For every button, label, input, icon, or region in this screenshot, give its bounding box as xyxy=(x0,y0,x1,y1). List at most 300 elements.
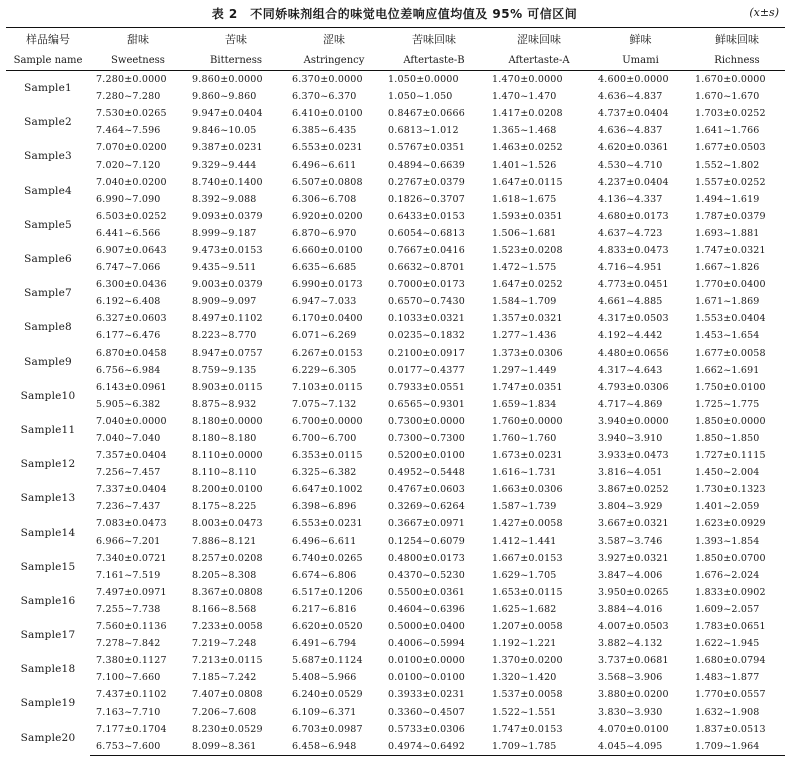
ci-value-cell: 8.759~9.135 xyxy=(192,364,257,376)
mean-value-cell: 6.327±0.0603 xyxy=(96,313,167,325)
ci-value-cell: 6.756~6.984 xyxy=(96,364,161,376)
mean-value-cell: 0.5500±0.0361 xyxy=(388,586,466,598)
mean-value-cell: 4.620±0.0361 xyxy=(598,142,669,154)
header-en-umami: Umami xyxy=(592,50,689,71)
mean-value-cell: 6.170±0.0400 xyxy=(292,313,363,325)
ci-value-cell: 8.180~8.180 xyxy=(192,433,257,445)
mean-value-cell: 1.557±0.0252 xyxy=(695,176,766,188)
ci-value-cell: 8.166~8.568 xyxy=(192,603,257,615)
mean-value-cell: 1.750±0.0100 xyxy=(695,381,766,393)
mean-value-cell: 7.040±0.0200 xyxy=(96,176,167,188)
mean-value-cell: 6.507±0.0808 xyxy=(292,176,363,188)
sample-name-cell: Sample4 xyxy=(24,184,72,197)
ci-value-cell: 1.412~1.441 xyxy=(492,535,557,547)
mean-value-cell: 6.503±0.0252 xyxy=(96,210,167,222)
mean-value-cell: 1.783±0.0651 xyxy=(695,621,766,633)
ci-value-cell: 1.632~1.908 xyxy=(695,706,760,718)
mean-value-cell: 1.667±0.0153 xyxy=(492,552,563,564)
ci-value-cell: 6.441~6.566 xyxy=(96,227,161,239)
ci-value-cell: 1.297~1.449 xyxy=(492,364,557,376)
mean-value-cell: 3.880±0.0200 xyxy=(598,689,669,701)
ci-value-cell: 4.716~4.951 xyxy=(598,262,663,274)
table-row-mean xyxy=(6,618,785,635)
ci-value-cell: 4.136~4.337 xyxy=(598,193,663,205)
ci-value-cell: 6.753~7.600 xyxy=(90,738,186,756)
mean-value-cell: 7.177±0.1704 xyxy=(96,723,167,735)
ci-value-cell: 1.760~1.760 xyxy=(492,433,557,445)
ci-value-cell: 6.229~6.305 xyxy=(292,364,357,376)
mean-value-cell: 1.427±0.0058 xyxy=(492,518,563,530)
ci-value-cell: 6.071~6.269 xyxy=(292,330,357,342)
mean-value-cell: 1.670±0.0000 xyxy=(695,74,766,86)
ci-value-cell: 0.7300~0.7300 xyxy=(388,433,466,445)
mean-value-cell: 0.7667±0.0416 xyxy=(388,244,466,256)
mean-value-cell: 9.003±0.0379 xyxy=(192,279,263,291)
mean-value-cell: 1.730±0.1323 xyxy=(695,484,766,496)
ci-value-cell: 1.671~1.869 xyxy=(695,296,760,308)
mean-value-cell: 8.003±0.0473 xyxy=(192,518,263,530)
ci-value-cell: 0.1826~0.3707 xyxy=(388,193,466,205)
mean-value-cell: 6.410±0.0100 xyxy=(292,108,363,120)
ci-value-cell: 1.401~2.059 xyxy=(695,501,760,513)
ci-value-cell: 0.6632~0.8701 xyxy=(388,262,466,274)
mean-value-cell: 0.3667±0.0971 xyxy=(388,518,466,530)
mean-value-cell: 6.703±0.0987 xyxy=(292,723,363,735)
mean-value-cell: 3.950±0.0265 xyxy=(598,586,669,598)
mean-value-cell: 8.200±0.0100 xyxy=(192,484,263,496)
ci-value-cell: 1.584~1.709 xyxy=(492,296,557,308)
ci-value-cell: 9.435~9.511 xyxy=(192,262,257,274)
mean-value-cell: 6.990±0.0173 xyxy=(292,279,363,291)
ci-value-cell: 0.0177~0.4377 xyxy=(388,364,466,376)
ci-value-cell: 9.846~10.05 xyxy=(192,125,257,137)
mean-value-cell: 6.300±0.0436 xyxy=(96,279,167,291)
mean-value-cell: 7.280±0.0000 xyxy=(96,74,167,86)
mean-value-cell: 1.357±0.0321 xyxy=(492,313,563,325)
mean-value-cell: 0.2767±0.0379 xyxy=(388,176,466,188)
sample-name-cell: Sample9 xyxy=(24,355,72,368)
table-row-mean xyxy=(6,652,785,669)
mean-value-cell: 7.070±0.0200 xyxy=(96,142,167,154)
ci-value-cell: 7.219~7.248 xyxy=(192,638,257,650)
ci-value-cell: 1.320~1.420 xyxy=(492,672,557,684)
mean-value-cell: 8.367±0.0808 xyxy=(192,586,263,598)
mean-value-cell: 7.560±0.1136 xyxy=(96,621,167,633)
table-row-ci xyxy=(6,156,785,173)
sample-name-cell: Sample20 xyxy=(20,731,76,744)
ci-value-cell: 1.552~1.802 xyxy=(695,159,760,171)
ci-value-cell: 1.693~1.881 xyxy=(695,227,760,239)
ci-value-cell: 0.4370~0.5230 xyxy=(388,569,466,581)
mean-value-cell: 6.267±0.0153 xyxy=(292,347,363,359)
data-table xyxy=(6,27,785,756)
table-row-mean xyxy=(6,550,785,567)
ci-value-cell: 7.161~7.519 xyxy=(96,569,161,581)
ci-value-cell: 8.392~9.088 xyxy=(192,193,257,205)
table-row-ci xyxy=(6,669,785,686)
ci-value-cell: 3.568~3.906 xyxy=(598,672,663,684)
mean-value-cell: 1.647±0.0115 xyxy=(492,176,563,188)
ci-value-cell: 1.709~1.964 xyxy=(689,738,785,756)
mean-value-cell: 7.103±0.0115 xyxy=(292,381,363,393)
ci-value-cell: 7.464~7.596 xyxy=(96,125,161,137)
sample-name-cell: Sample14 xyxy=(20,526,76,539)
table-row-ci xyxy=(6,601,785,618)
ci-value-cell: 8.110~8.110 xyxy=(192,467,257,479)
mean-value-cell: 4.007±0.0503 xyxy=(598,621,669,633)
mean-value-cell: 3.737±0.0681 xyxy=(598,655,669,667)
mean-value-cell: 8.230±0.0529 xyxy=(192,723,263,735)
mean-value-cell: 4.317±0.0503 xyxy=(598,313,669,325)
mean-value-cell: 1.623±0.0929 xyxy=(695,518,766,530)
header-en-astringency: Astringency xyxy=(286,50,382,71)
header-cn-richness: 鲜味回味 xyxy=(689,28,785,51)
ci-value-cell: 0.0100~0.0100 xyxy=(388,672,466,684)
ci-value-cell: 1.453~1.654 xyxy=(695,330,760,342)
header-cn-aftertaste-b: 苦味回味 xyxy=(382,28,486,51)
ci-value-cell: 3.816~4.051 xyxy=(598,467,663,479)
mean-value-cell: 0.3933±0.0231 xyxy=(388,689,466,701)
ci-value-cell: 3.587~3.746 xyxy=(598,535,663,547)
mean-value-cell: 1.747±0.0153 xyxy=(492,723,563,735)
mean-value-cell: 3.933±0.0473 xyxy=(598,450,669,462)
ci-value-cell: 6.496~6.611 xyxy=(292,535,357,547)
ci-value-cell: 7.278~7.842 xyxy=(96,638,161,650)
mean-value-cell: 6.907±0.0643 xyxy=(96,244,167,256)
mean-value-cell: 1.647±0.0252 xyxy=(492,279,563,291)
table-row-ci xyxy=(6,88,785,105)
ci-value-cell: 1.662~1.691 xyxy=(695,364,760,376)
ci-value-cell: 7.206~7.608 xyxy=(192,706,257,718)
sample-name-cell: Sample1 xyxy=(24,82,72,95)
mean-value-cell: 1.680±0.0794 xyxy=(695,655,766,667)
mean-value-cell: 0.2100±0.0917 xyxy=(388,347,466,359)
header-en-bitterness: Bitterness xyxy=(186,50,286,71)
ci-value-cell: 4.192~4.442 xyxy=(598,330,663,342)
mean-value-cell: 1.553±0.0404 xyxy=(695,313,766,325)
table-row-ci xyxy=(6,533,785,550)
header-en-richness: Richness xyxy=(689,50,785,71)
table-row-mean xyxy=(6,515,785,532)
mean-value-cell: 6.660±0.0100 xyxy=(292,244,363,256)
table-row-ci xyxy=(6,738,785,756)
table-row-mean xyxy=(6,71,785,89)
mean-value-cell: 0.5767±0.0351 xyxy=(388,142,466,154)
table-row-ci xyxy=(6,430,785,447)
sample-name-cell: Sample7 xyxy=(24,287,72,300)
ci-value-cell: 4.637~4.723 xyxy=(598,227,663,239)
ci-value-cell: 6.177~6.476 xyxy=(96,330,161,342)
ci-value-cell: 1.616~1.731 xyxy=(492,467,557,479)
mean-value-cell: 8.257±0.0208 xyxy=(192,552,263,564)
mean-value-cell: 6.553±0.0231 xyxy=(292,142,363,154)
ci-value-cell: 1.470~1.470 xyxy=(492,91,557,103)
mean-value-cell: 0.4800±0.0173 xyxy=(388,552,466,564)
ci-value-cell: 6.458~6.948 xyxy=(286,738,382,756)
ci-value-cell: 0.0235~0.1832 xyxy=(388,330,466,342)
table-row-ci xyxy=(6,122,785,139)
mean-value-cell: 0.0100±0.0000 xyxy=(388,655,466,667)
ci-value-cell: 1.625~1.682 xyxy=(492,603,557,615)
mean-value-cell: 4.833±0.0473 xyxy=(598,244,669,256)
mean-value-cell: 1.727±0.1115 xyxy=(695,450,766,462)
mean-value-cell: 6.620±0.0520 xyxy=(292,621,363,633)
mean-value-cell: 6.143±0.0961 xyxy=(96,381,167,393)
mean-value-cell: 1.470±0.0000 xyxy=(492,74,563,86)
ci-value-cell: 6.870~6.970 xyxy=(292,227,357,239)
ci-value-cell: 0.4974~0.6492 xyxy=(382,738,486,756)
ci-value-cell: 0.4006~0.5994 xyxy=(388,638,466,650)
ci-value-cell: 7.280~7.280 xyxy=(96,91,161,103)
table-unit: (x±s) xyxy=(749,6,779,19)
mean-value-cell: 9.860±0.0000 xyxy=(192,74,263,86)
table-row-ci xyxy=(6,396,785,413)
mean-value-cell: 1.677±0.0503 xyxy=(695,142,766,154)
table-row-ci xyxy=(6,362,785,379)
table-caption xyxy=(0,0,789,26)
mean-value-cell: 0.5200±0.0100 xyxy=(388,450,466,462)
ci-value-cell: 4.717~4.869 xyxy=(598,398,663,410)
ci-value-cell: 6.306~6.708 xyxy=(292,193,357,205)
ci-value-cell: 7.255~7.738 xyxy=(96,603,161,615)
ci-value-cell: 3.830~3.930 xyxy=(598,706,663,718)
ci-value-cell: 0.6565~0.9301 xyxy=(388,398,466,410)
ci-value-cell: 9.860~9.860 xyxy=(192,91,257,103)
sample-name-cell: Sample18 xyxy=(20,663,76,676)
mean-value-cell: 1.593±0.0351 xyxy=(492,210,563,222)
ci-value-cell: 7.020~7.120 xyxy=(96,159,161,171)
mean-value-cell: 8.110±0.0000 xyxy=(192,450,263,462)
mean-value-cell: 1.747±0.0351 xyxy=(492,381,563,393)
table-row-mean xyxy=(6,242,785,259)
ci-value-cell: 4.636~4.837 xyxy=(598,125,663,137)
ci-value-cell: 8.205~8.308 xyxy=(192,569,257,581)
mean-value-cell: 9.947±0.0404 xyxy=(192,108,263,120)
ci-value-cell: 6.674~6.806 xyxy=(292,569,357,581)
sample-name-cell: Sample10 xyxy=(20,389,76,402)
table-title: 表 2 不同娇味剂组合的味觉电位差响应值均值及 95% 可信区间 xyxy=(211,7,578,21)
table-row-mean xyxy=(6,276,785,293)
ci-value-cell: 6.192~6.408 xyxy=(96,296,161,308)
ci-value-cell: 4.530~4.710 xyxy=(598,159,663,171)
sample-name-cell: Sample6 xyxy=(24,253,72,266)
mean-value-cell: 6.920±0.0200 xyxy=(292,210,363,222)
ci-value-cell: 0.3360~0.4507 xyxy=(388,706,466,718)
ci-value-cell: 7.100~7.660 xyxy=(96,672,161,684)
ci-value-cell: 3.847~4.006 xyxy=(598,569,663,581)
sample-name-cell: Sample3 xyxy=(24,150,72,163)
sample-name-cell: Sample16 xyxy=(20,594,76,607)
header-en-sample: Sample name xyxy=(6,50,90,71)
ci-value-cell: 1.629~1.705 xyxy=(492,569,557,581)
mean-value-cell: 1.703±0.0252 xyxy=(695,108,766,120)
ci-value-cell: 1.609~2.057 xyxy=(695,603,760,615)
ci-value-cell: 1.050~1.050 xyxy=(388,91,453,103)
mean-value-cell: 8.180±0.0000 xyxy=(192,415,263,427)
ci-value-cell: 7.256~7.457 xyxy=(96,467,161,479)
mean-value-cell: 0.6433±0.0153 xyxy=(388,210,466,222)
mean-value-cell: 0.5000±0.0400 xyxy=(388,621,466,633)
sample-name-cell: Sample13 xyxy=(20,492,76,505)
ci-value-cell: 4.636~4.837 xyxy=(598,91,663,103)
ci-value-cell: 6.990~7.090 xyxy=(96,193,161,205)
header-cn-bitterness: 苦味 xyxy=(186,28,286,51)
ci-value-cell: 6.496~6.611 xyxy=(292,159,357,171)
ci-value-cell: 4.045~4.095 xyxy=(592,738,689,756)
ci-value-cell: 1.670~1.670 xyxy=(695,91,760,103)
mean-value-cell: 7.340±0.0721 xyxy=(96,552,167,564)
ci-value-cell: 0.4894~0.6639 xyxy=(388,159,466,171)
header-en-sweetness: Sweetness xyxy=(90,50,186,71)
ci-value-cell: 0.4952~0.5448 xyxy=(388,467,466,479)
mean-value-cell: 7.213±0.0115 xyxy=(192,655,263,667)
ci-value-cell: 6.966~7.201 xyxy=(96,535,161,547)
sample-name-cell: Sample15 xyxy=(20,560,76,573)
ci-value-cell: 1.587~1.739 xyxy=(492,501,557,513)
table-row-ci xyxy=(6,327,785,344)
ci-value-cell: 8.909~9.097 xyxy=(192,296,257,308)
sample-name-cell: Sample19 xyxy=(20,697,76,710)
table-row-mean xyxy=(6,105,785,122)
mean-value-cell: 1.050±0.0000 xyxy=(388,74,459,86)
ci-value-cell: 3.884~4.016 xyxy=(598,603,663,615)
ci-value-cell: 3.882~4.132 xyxy=(598,638,663,650)
mean-value-cell: 4.070±0.0100 xyxy=(598,723,669,735)
mean-value-cell: 6.700±0.0000 xyxy=(292,415,363,427)
ci-value-cell: 0.1254~0.6079 xyxy=(388,535,466,547)
mean-value-cell: 0.7000±0.0173 xyxy=(388,279,466,291)
ci-value-cell: 4.317~4.643 xyxy=(598,364,663,376)
table-row-mean xyxy=(6,686,785,703)
mean-value-cell: 0.7933±0.0551 xyxy=(388,381,466,393)
mean-value-cell: 4.237±0.0404 xyxy=(598,176,669,188)
sample-name-cell: Sample12 xyxy=(20,458,76,471)
sample-name-cell: Sample2 xyxy=(24,116,72,129)
mean-value-cell: 1.850±0.0000 xyxy=(695,415,766,427)
ci-value-cell: 7.886~8.121 xyxy=(192,535,257,547)
mean-value-cell: 8.497±0.1102 xyxy=(192,313,263,325)
ci-value-cell: 5.905~6.382 xyxy=(96,398,161,410)
table-row-mean xyxy=(6,481,785,498)
ci-value-cell: 1.192~1.221 xyxy=(492,638,557,650)
table-row-mean xyxy=(6,174,785,191)
mean-value-cell: 1.747±0.0321 xyxy=(695,244,766,256)
ci-value-cell: 1.472~1.575 xyxy=(492,262,557,274)
mean-value-cell: 1.850±0.0700 xyxy=(695,552,766,564)
ci-value-cell: 6.398~6.896 xyxy=(292,501,357,513)
mean-value-cell: 7.530±0.0265 xyxy=(96,108,167,120)
mean-value-cell: 6.870±0.0458 xyxy=(96,347,167,359)
header-row-english xyxy=(6,50,785,71)
ci-value-cell: 1.641~1.766 xyxy=(695,125,760,137)
table-row-mean xyxy=(6,208,785,225)
table-row-ci xyxy=(6,225,785,242)
ci-value-cell: 1.365~1.468 xyxy=(492,125,557,137)
header-en-aftertaste-a: Aftertaste-A xyxy=(486,50,592,71)
mean-value-cell: 3.867±0.0252 xyxy=(598,484,669,496)
mean-value-cell: 8.903±0.0115 xyxy=(192,381,263,393)
table-row-mean xyxy=(6,447,785,464)
mean-value-cell: 4.480±0.0656 xyxy=(598,347,669,359)
mean-value-cell: 6.517±0.1206 xyxy=(292,586,363,598)
ci-value-cell: 3.804~3.929 xyxy=(598,501,663,513)
ci-value-cell: 1.277~1.436 xyxy=(492,330,557,342)
ci-value-cell: 3.940~3.910 xyxy=(598,433,663,445)
ci-value-cell: 1.401~1.526 xyxy=(492,159,557,171)
table-row-ci xyxy=(6,464,785,481)
table-row-mean xyxy=(6,413,785,430)
mean-value-cell: 8.947±0.0757 xyxy=(192,347,263,359)
ci-value-cell: 6.325~6.382 xyxy=(292,467,357,479)
ci-value-cell: 7.185~7.242 xyxy=(192,672,257,684)
header-cn-sample: 样品编号 xyxy=(6,28,90,51)
mean-value-cell: 7.437±0.1102 xyxy=(96,689,167,701)
mean-value-cell: 1.770±0.0557 xyxy=(695,689,766,701)
mean-value-cell: 1.417±0.0208 xyxy=(492,108,563,120)
table-row-ci xyxy=(6,498,785,515)
table-row-ci xyxy=(6,293,785,310)
table-row-mean xyxy=(6,379,785,396)
mean-value-cell: 7.357±0.0404 xyxy=(96,450,167,462)
ci-value-cell: 1.725~1.775 xyxy=(695,398,760,410)
ci-value-cell: 8.099~8.361 xyxy=(186,738,286,756)
mean-value-cell: 4.793±0.0306 xyxy=(598,381,669,393)
table-body xyxy=(6,71,785,756)
ci-value-cell: 8.223~8.770 xyxy=(192,330,257,342)
ci-value-cell: 0.4604~0.6396 xyxy=(388,603,466,615)
table-row-mean xyxy=(6,310,785,327)
ci-value-cell: 7.040~7.040 xyxy=(96,433,161,445)
mean-value-cell: 1.207±0.0058 xyxy=(492,621,563,633)
table-row-ci xyxy=(6,567,785,584)
ci-value-cell: 1.506~1.681 xyxy=(492,227,557,239)
mean-value-cell: 6.740±0.0265 xyxy=(292,552,363,564)
ci-value-cell: 1.709~1.785 xyxy=(486,738,592,756)
table-header xyxy=(6,28,785,71)
mean-value-cell: 0.7300±0.0000 xyxy=(388,415,466,427)
table-row-ci xyxy=(6,703,785,720)
mean-value-cell: 7.083±0.0473 xyxy=(96,518,167,530)
mean-value-cell: 0.4767±0.0603 xyxy=(388,484,466,496)
header-cn-umami: 鲜味 xyxy=(592,28,689,51)
mean-value-cell: 3.927±0.0321 xyxy=(598,552,669,564)
mean-value-cell: 4.737±0.0404 xyxy=(598,108,669,120)
ci-value-cell: 4.661~4.885 xyxy=(598,296,663,308)
mean-value-cell: 6.370±0.0000 xyxy=(292,74,363,86)
table-row-mean xyxy=(6,721,785,738)
table-row-ci xyxy=(6,635,785,652)
mean-value-cell: 1.537±0.0058 xyxy=(492,689,563,701)
header-cn-sweetness: 甜味 xyxy=(90,28,186,51)
ci-value-cell: 6.385~6.435 xyxy=(292,125,357,137)
sample-name-cell: Sample17 xyxy=(20,629,76,642)
mean-value-cell: 1.523±0.0208 xyxy=(492,244,563,256)
sample-name-cell: Sample11 xyxy=(20,423,76,436)
mean-value-cell: 4.773±0.0451 xyxy=(598,279,669,291)
mean-value-cell: 9.093±0.0379 xyxy=(192,210,263,222)
ci-value-cell: 1.393~1.854 xyxy=(695,535,760,547)
table-row-ci xyxy=(6,259,785,276)
ci-value-cell: 6.635~6.685 xyxy=(292,262,357,274)
mean-value-cell: 1.653±0.0115 xyxy=(492,586,563,598)
ci-value-cell: 8.875~8.932 xyxy=(192,398,257,410)
header-row-chinese xyxy=(6,28,785,51)
table-row-mean xyxy=(6,139,785,156)
ci-value-cell: 6.217~6.816 xyxy=(292,603,357,615)
mean-value-cell: 1.663±0.0306 xyxy=(492,484,563,496)
ci-value-cell: 6.109~6.371 xyxy=(292,706,357,718)
header-cn-aftertaste-a: 涩味回味 xyxy=(486,28,592,51)
